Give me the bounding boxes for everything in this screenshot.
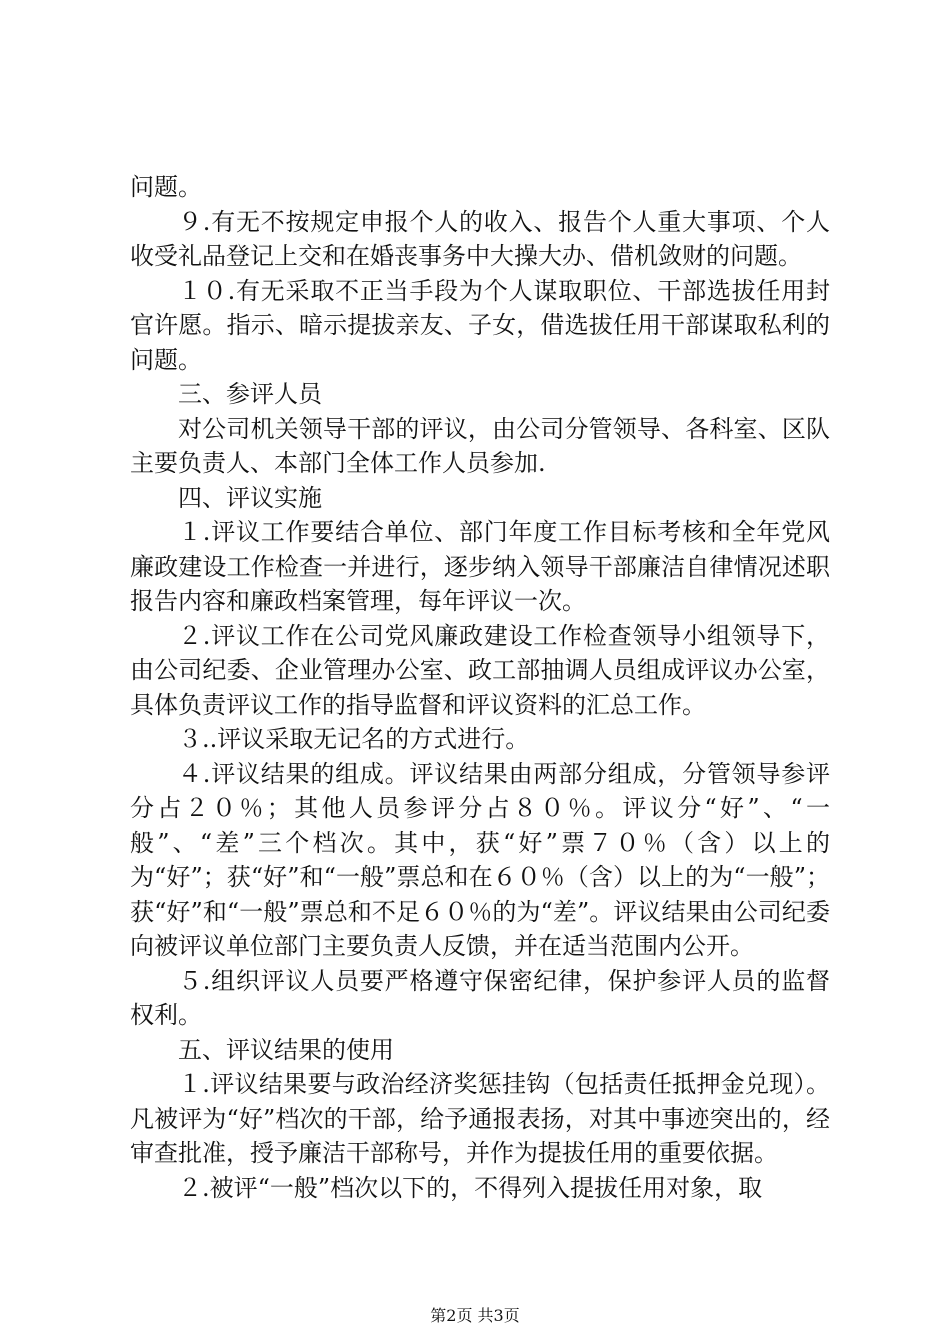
page-number-footer: 第2页 共3页 xyxy=(430,1306,520,1325)
paragraph: ２.被评“一般”档次以下的，不得列入提拔任用对象，取 xyxy=(178,1173,763,1202)
paragraph: ５.组织评议人员要严格遵守保密纪律，保护参评人员的监督权利。 xyxy=(130,966,830,1029)
document-body xyxy=(130,170,830,1205)
paragraph: １０.有无采取不正当手段为个人谋取职位、干部选拔任用封官许愿。指示、暗示提拔亲友、子女，借选拔任用干部谋取私利的问题。 xyxy=(130,276,830,374)
paragraph: 对公司机关领导干部的评议，由公司分管领导、各科室、区队主要负责人、本部门全体工作人员参加. xyxy=(130,414,830,477)
paragraph: ２.评议工作在公司党风廉政建设工作检查领导小组领导下，由公司纪委、企业管理办公室、政工部抽调人员组成评议办公室，具体负责评议工作的指导监督和评议资料的汇总工作。 xyxy=(130,621,830,719)
paragraph: １.评议结果要与政治经济奖惩挂钩（包括责任抵押金兑现）。凡被评为“好”档次的干部，给予通报表扬，对其中事迹突出的，经审查批准，授予廉洁干部称号，并作为提拔任用的重要依据。 xyxy=(130,1070,830,1167)
paragraph: ４.评议结果的组成。评议结果由两部分组成，分管领导参评分占２０％；其他人员参评分占８０％。评议分“好”、“一般”、“差”三个档次。其中，获“好”票７０％（含）以上的为“好”；获“好”和“一般”票总和在６０％（含）以上的为“一般”；获“好”和“一般”票总和不足６０％的为“差”。评议结果由公司纪委向被评议单位部门主要负责人反馈，并在适当范围内公开。 xyxy=(130,759,830,960)
section-heading: 三、参评人员 xyxy=(178,380,322,408)
paragraph: 问题。 xyxy=(130,173,202,201)
paragraph: １.评议工作要结合单位、部门年度工作目标考核和全年党风廉政建设工作检查一并进行，逐步纳入领导干部廉洁自律情况述职报告内容和廉政档案管理，每年评议一次。 xyxy=(130,518,830,615)
paragraph: ９.有无不按规定申报个人的收入、报告个人重大事项、个人收受礼品登记上交和在婚丧事务中大操大办、借机敛财的问题。 xyxy=(130,207,830,270)
section-heading: 五、评议结果的使用 xyxy=(178,1035,394,1064)
section-heading: 四、评议实施 xyxy=(178,483,322,512)
paragraph: ３..评议采取无记名的方式进行。 xyxy=(178,725,530,753)
